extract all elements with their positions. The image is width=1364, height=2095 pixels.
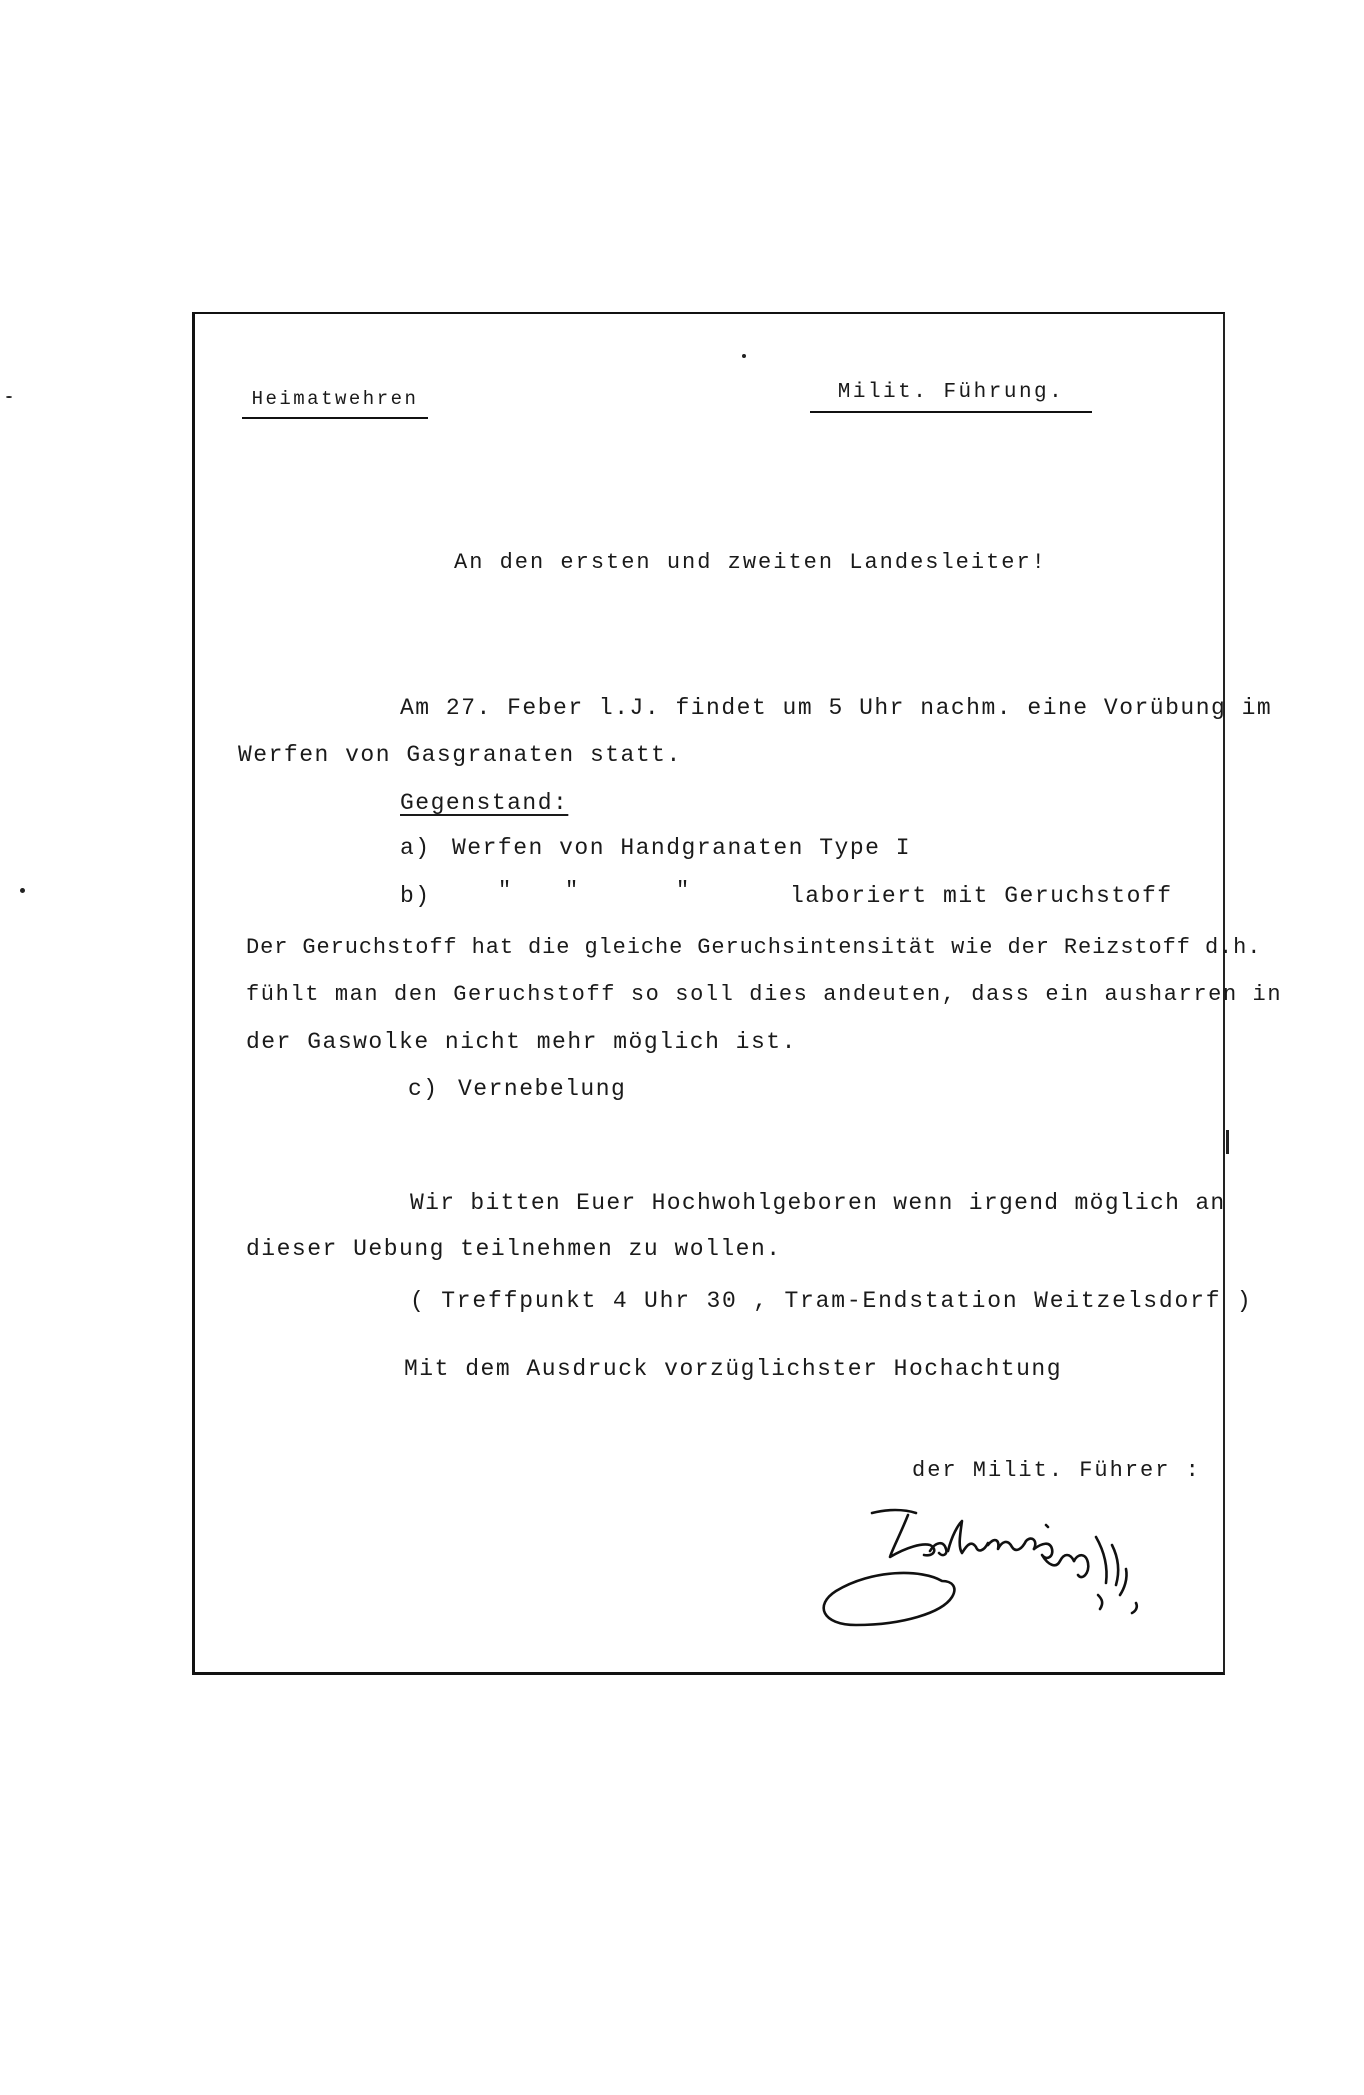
scan-speck (1226, 1130, 1229, 1154)
meeting-point: ( Treffpunkt 4 Uhr 30 , Tram-Endstation Weitzelsdorf ) (410, 1288, 1253, 1314)
item-c-label: c) (408, 1076, 439, 1102)
paragraph-2-line-3: der Gaswolke nicht mehr möglich ist. (246, 1029, 797, 1055)
item-b-text: laboriert mit Geruchstoff (790, 883, 1173, 909)
subject-label: Gegenstand: (400, 790, 569, 816)
paragraph-1-line-1: Am 27. Feber l.J. findet um 5 Uhr nachm. eine Vorübung im (400, 695, 1273, 721)
header-department: Milit. Führung. (810, 382, 1092, 413)
paragraph-1-line-2: Werfen von Gasgranaten statt. (238, 742, 682, 768)
scan-speck (6, 396, 12, 398)
item-c-text: Vernebelung (458, 1076, 627, 1102)
closing-line: Mit dem Ausdruck vorzüglichster Hochachtung (404, 1356, 1062, 1382)
handwritten-signature (812, 1495, 1172, 1635)
header-organization: Heimatwehren (242, 390, 428, 419)
salutation: An den ersten und zweiten Landesleiter! (454, 550, 1047, 575)
paragraph-3-line-2: dieser Uebung teilnehmen zu wollen. (246, 1236, 782, 1262)
paragraph-3-line-1: Wir bitten Euer Hochwohlgeboren wenn irgend möglich an (410, 1190, 1226, 1216)
paragraph-2-line-2: fühlt man den Geruchstoff so soll dies andeuten, dass ein ausharren in (246, 982, 1283, 1007)
item-b-label: b) (400, 883, 431, 909)
scan-speck (742, 354, 746, 358)
item-a-text: Werfen von Handgranaten Type I (452, 835, 912, 861)
ditto-mark: " (565, 878, 580, 903)
scan-speck (20, 888, 25, 893)
paragraph-2-line-1: Der Geruchstoff hat die gleiche Geruchsintensität wie der Reizstoff d.h. (246, 935, 1262, 960)
item-a-label: a) (400, 835, 431, 861)
ditto-mark: " (676, 878, 691, 903)
signer-title: der Milit. Führer : (912, 1458, 1201, 1483)
ditto-mark: " (498, 878, 513, 903)
